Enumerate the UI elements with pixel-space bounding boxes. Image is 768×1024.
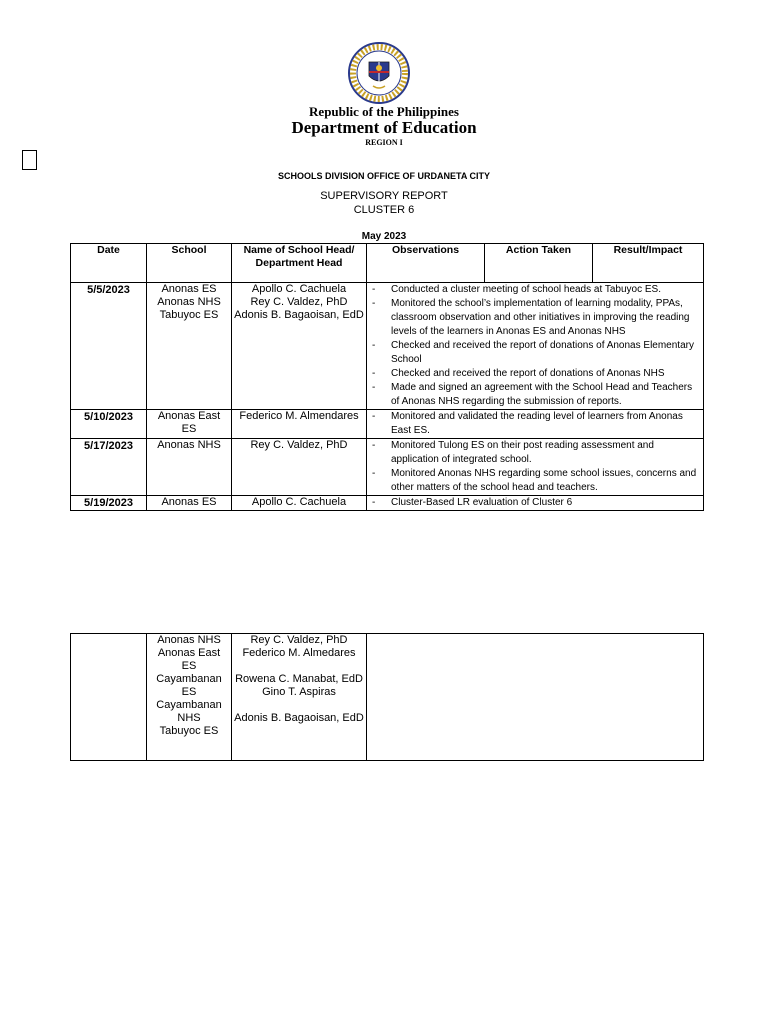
row-date: 5/10/2023 [71, 410, 147, 439]
cluster-schools-table [70, 633, 704, 761]
row-schools [147, 283, 232, 410]
row-schools [147, 410, 232, 439]
header-date: Date [71, 244, 147, 283]
observation-item: - Conducted a cluster meeting of school heads at Tabuyoc ES. [369, 283, 701, 297]
row-heads [232, 439, 367, 496]
row-date: 5/19/2023 [71, 496, 147, 511]
row-schools [147, 439, 232, 496]
header-school: School [147, 244, 232, 283]
header-result-impact: Result/Impact [593, 244, 704, 283]
head-name [234, 699, 364, 712]
head-name: Apollo C. Cachuela [251, 283, 347, 295]
row-heads [232, 496, 367, 511]
head-name: Adonis B. Bagaoisan, EdD [234, 712, 364, 724]
head-name: Apollo C. Cachuela [251, 496, 347, 508]
cluster-label: CLUSTER 6 [353, 204, 415, 216]
header-observations: Observations [367, 244, 485, 283]
table-row [71, 496, 704, 511]
header-action-taken: Action Taken [485, 244, 593, 283]
school-name: Anonas ES [161, 283, 217, 295]
observation-item: - Made and signed an agreement with the School Head and Teachers of Anonas NHS regarding the submission of reports. [369, 381, 701, 409]
head-name [234, 660, 364, 673]
head-name: Gino T. Aspiras [262, 686, 336, 698]
report-title: SUPERVISORY REPORT [320, 190, 448, 202]
observation-item: - Cluster-Based LR evaluation of Cluster 6 [369, 496, 701, 510]
supervisory-report-table [70, 243, 704, 511]
school-name: Anonas NHS [157, 634, 221, 646]
row-schools [147, 496, 232, 511]
observation-item: - Checked and received the report of donations of Anonas Elementary School [369, 339, 701, 367]
school-name: Cayambanan NHS [156, 699, 222, 724]
row-date: 5/5/2023 [71, 283, 147, 410]
row-observations [367, 439, 704, 496]
school-name: Anonas East ES [157, 410, 221, 435]
department-heading: Department of Education [291, 118, 477, 137]
head-name: Rey C. Valdez, PhD [250, 439, 348, 451]
school-name: Tabuyoc ES [159, 309, 219, 321]
region-heading: REGION I [365, 138, 403, 147]
republic-heading: Republic of the Philippines [309, 104, 459, 119]
row-date: 5/17/2023 [71, 439, 147, 496]
table-row [71, 439, 704, 496]
row-heads [232, 283, 367, 410]
row-observations [367, 496, 704, 511]
deped-seal-logo [343, 42, 415, 104]
row-schools [147, 634, 232, 761]
observation-item: - Monitored Anonas NHS regarding some school issues, concerns and other matters of the school head and teachers. [369, 467, 701, 495]
school-name: Anonas East ES [157, 647, 221, 672]
head-name: Rey C. Valdez, PhD [250, 634, 348, 646]
empty-date-cell [71, 634, 147, 761]
row-observations [367, 410, 704, 439]
month-label: May 2023 [361, 231, 407, 242]
table-row [71, 410, 704, 439]
school-name: Anonas NHS [157, 296, 221, 308]
observation-item: - Monitored and validated the reading level of learners from Anonas East ES. [369, 410, 701, 438]
head-name: Adonis B. Bagaoisan, EdD [234, 309, 364, 321]
observation-item: - Monitored Tulong ES on their post reading assessment and application of integrated school. [369, 439, 701, 467]
empty-observations-cell [367, 634, 704, 761]
row-observations [367, 283, 704, 410]
table-header-row [71, 244, 704, 283]
division-heading: SCHOOLS DIVISION OFFICE OF URDANETA CITY [277, 171, 490, 181]
head-name: Rey C. Valdez, PhD [250, 296, 348, 308]
table-row [71, 634, 704, 761]
row-heads [232, 634, 367, 761]
table-row [71, 283, 704, 410]
observation-item: - Checked and received the report of donations of Anonas NHS [369, 367, 701, 381]
head-name: Federico M. Almedares [242, 647, 356, 659]
school-name: Anonas NHS [157, 439, 221, 451]
head-name: Federico M. Almendares [239, 410, 359, 422]
observation-item: - Monitored the school’s implementation of learning modality, PPAs, classroom observation and other initiatives in improving the reading levels of the learners in Anonas ES and Anonas NHS [369, 297, 701, 339]
header-school-head: Name of School Head/ Department Head [232, 244, 367, 283]
school-name: Anonas ES [161, 496, 217, 508]
head-name: Rowena C. Manabat, EdD [235, 673, 363, 685]
school-name: Tabuyoc ES [159, 725, 219, 737]
checkbox-box[interactable] [22, 150, 37, 170]
row-heads [232, 410, 367, 439]
school-name: Cayambanan ES [156, 673, 222, 698]
